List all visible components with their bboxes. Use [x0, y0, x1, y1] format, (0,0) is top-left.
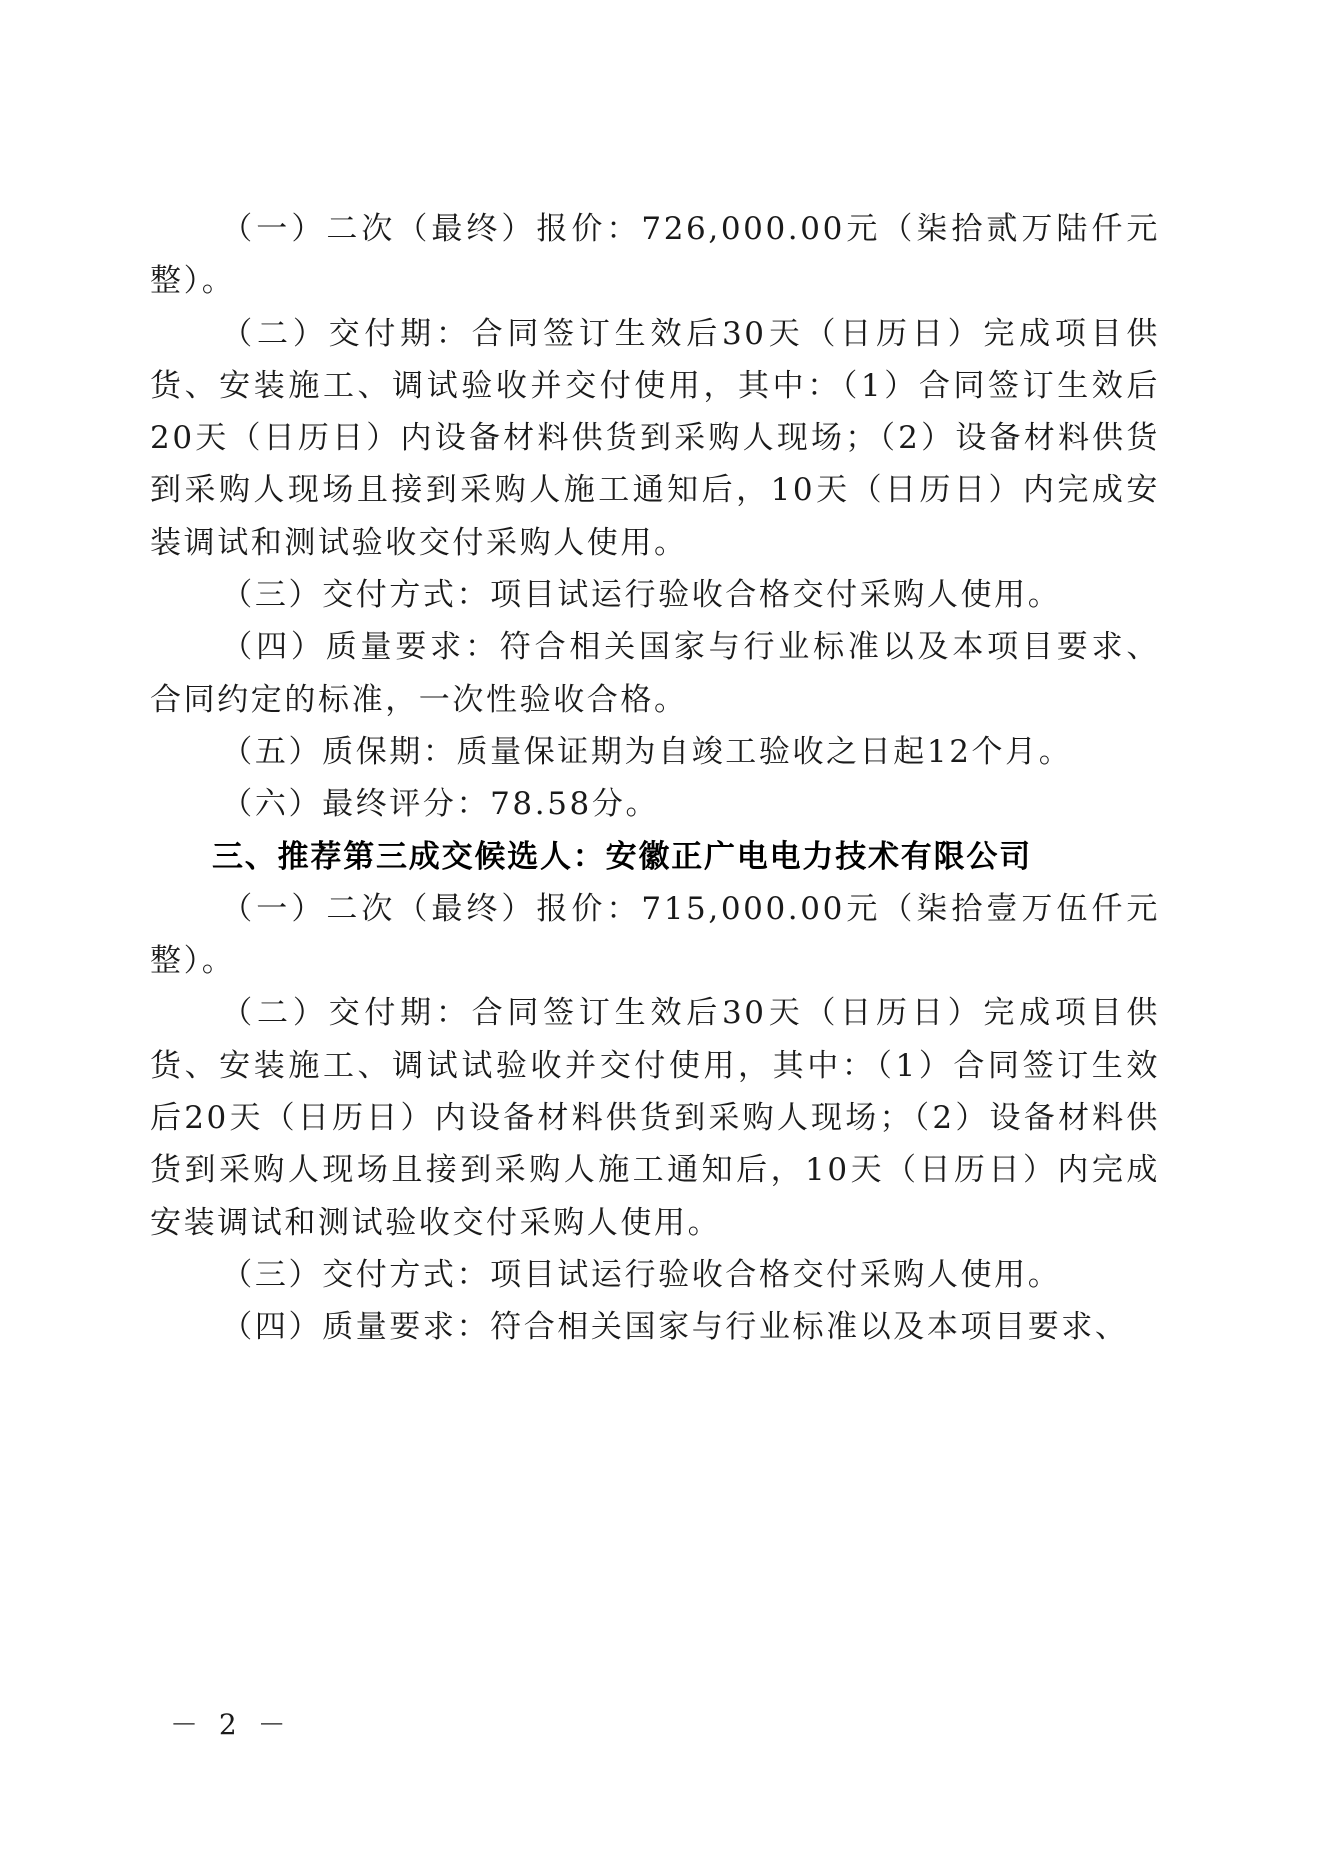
paragraph-third-candidate-delivery-period: （二）交付期：合同签订生效后30天（日历日）完成项目供货、安装施工、调试试验收并交付使用，其中：（1）合同签订生效后20天（日历日）内设备材料供货到采购人现场；（2）设备材料供货到采购人现场且接到采购人施工通知后，10天（日历日）内完成安装调试和测试验收交付采购人使用。 [150, 995, 1160, 1241]
paragraph-second-candidate-price: （一）二次（最终）报价：726,000.00元（柒拾贰万陆仟元整）。 [150, 211, 1160, 300]
paragraph-second-candidate-score: （六）最终评分：78.58分。 [221, 786, 660, 823]
document-body [150, 203, 1160, 1354]
paragraph-second-candidate-quality: （四）质量要求：符合相关国家与行业标准以及本项目要求、合同约定的标准，一次性验收合格。 [150, 629, 1160, 718]
paragraph-third-candidate-quality: （四）质量要求：符合相关国家与行业标准以及本项目要求、 [221, 1309, 1129, 1346]
paragraph-second-candidate-delivery-method: （三）交付方式：项目试运行验收合格交付采购人使用。 [221, 577, 1062, 614]
paragraph-second-candidate-delivery-period: （二）交付期：合同签订生效后30天（日历日）完成项目供货、安装施工、调试验收并交付使用，其中：（1）合同签订生效后20天（日历日）内设备材料供货到采购人现场；（2）设备材料供货到采购人现场且接到采购人施工通知后，10天（日历日）内完成安装调试和测试验收交付采购人使用。 [150, 315, 1160, 561]
paragraph-third-candidate-delivery-method: （三）交付方式：项目试运行验收合格交付采购人使用。 [221, 1256, 1062, 1293]
paragraph-third-candidate-price: （一）二次（最终）报价：715,000.00元（柒拾壹万伍仟元整）。 [150, 890, 1160, 980]
paragraph-second-candidate-warranty: （五）质保期：质量保证期为自竣工验收之日起12个月。 [221, 733, 1073, 770]
section-heading-third-candidate: 三、推荐第三成交候选人：安徽正广电电力技术有限公司 [212, 838, 1032, 875]
page-number: － 2 － [170, 1708, 292, 1741]
